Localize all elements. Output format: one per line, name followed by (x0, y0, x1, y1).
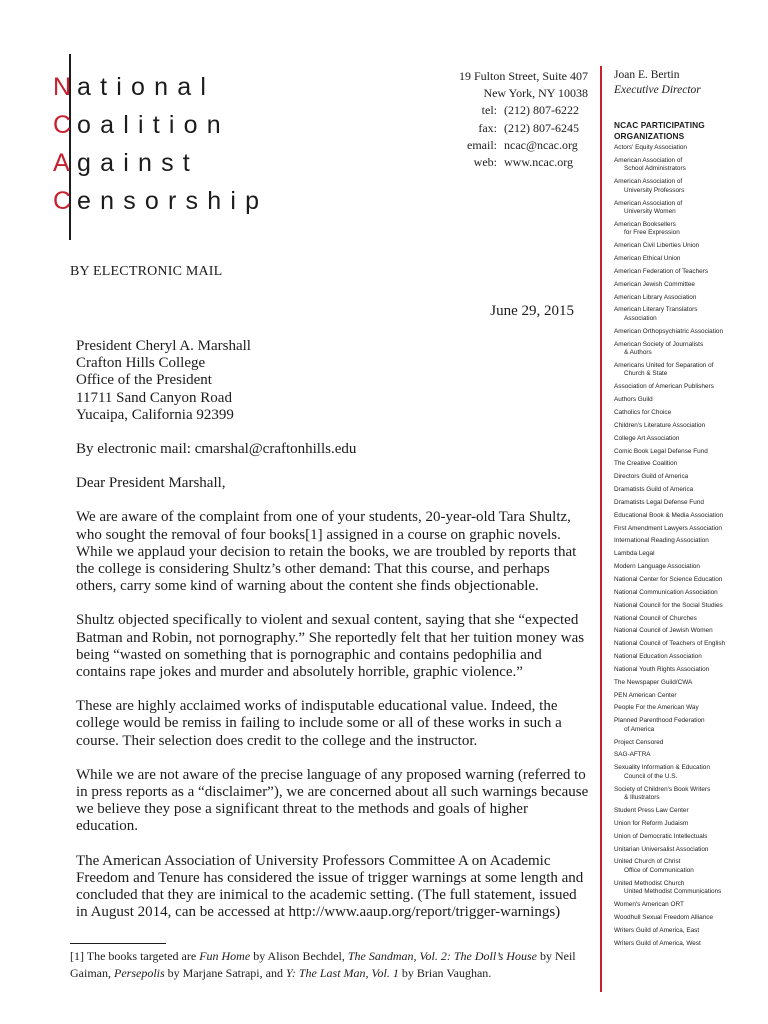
footnote-text: by Alison Bechdel, (250, 949, 348, 963)
org-item (614, 640, 764, 649)
org-item (614, 268, 764, 277)
org-name: American Jewish Committee (614, 280, 695, 288)
org-name: National Center for Science Education (614, 575, 723, 583)
org-name: American Association of (614, 178, 683, 186)
org-name: Children's Literature Association (614, 421, 706, 429)
contact-email (420, 137, 588, 154)
org-name: Women's American ORT (614, 901, 684, 909)
org-item (614, 940, 764, 949)
org-item (614, 362, 764, 379)
footnote (70, 948, 590, 981)
sidebar-divider (600, 66, 602, 992)
paragraph-2 (76, 612, 596, 681)
logo-letter: C (53, 111, 72, 139)
org-name: Catholics for Choice (614, 409, 672, 416)
contact-tel (420, 102, 588, 119)
org-name: Planned Parenthood Federation (614, 717, 705, 725)
org-item (614, 255, 764, 264)
letter-date: June 29, 2015 (490, 303, 574, 319)
org-item (614, 422, 764, 431)
street-address: 19 Fulton Street, Suite 407 (459, 69, 588, 83)
org-item (614, 820, 764, 829)
org-item (614, 435, 764, 444)
paragraph-line: in press reports as a “disclaimer”), we are concerned about all such warnings because (76, 784, 589, 801)
org-item (614, 341, 764, 358)
org-name: American Ethical Union (614, 255, 681, 263)
org-item (614, 563, 764, 572)
org-item (614, 473, 764, 482)
org-name: Union of Democratic Intellectuals (614, 832, 708, 840)
footnote-text: [1] The books targeted are (70, 949, 200, 963)
paragraph-5 (76, 853, 596, 922)
paragraph-line: college would be remiss in failing to include some or all of these works in such a (76, 715, 562, 732)
org-item (614, 880, 764, 897)
org-item (614, 383, 764, 392)
org-name: The Newspaper Guild/CWA (614, 678, 693, 686)
footnote-line-1 (70, 948, 590, 965)
contact-label: email: (467, 137, 497, 152)
recipient-line: President Cheryl A. Marshall (76, 338, 251, 354)
paragraph-line: contains rape jokes and murder and absolutely horrible, graphic violence.” (76, 664, 523, 681)
org-name-continued: & Authors (624, 349, 652, 357)
org-name: The Creative Coalition (614, 460, 678, 468)
org-item (614, 704, 764, 713)
web-link[interactable]: www.ncac.org (504, 155, 573, 170)
footnote-text: by Brian Vaughan. (398, 965, 492, 980)
org-item (614, 653, 764, 662)
org-item (614, 901, 764, 910)
org-item (614, 409, 764, 418)
paragraph-1 (76, 509, 596, 595)
org-name: Educational Book & Media Association (614, 511, 724, 519)
contact-value: (212) 807-6245 (504, 120, 579, 135)
letter-body (76, 338, 596, 921)
org-name: National Council of Jewish Women (614, 627, 713, 635)
org-name: Student Press Law Center (614, 806, 689, 814)
org-item (614, 178, 764, 195)
paragraph-3 (76, 698, 596, 750)
orgs-heading-line: NCAC PARTICIPATING (614, 120, 705, 130)
org-item (614, 666, 764, 675)
paragraph-line: We are aware of the complaint from one of your students, 20-year-old Tara Shultz, (76, 509, 571, 526)
contact-block (420, 68, 588, 171)
org-name-continued: Council of the U.S. (624, 772, 678, 780)
executive-title: Executive Director (614, 84, 701, 96)
org-item (614, 525, 764, 534)
org-item (614, 846, 764, 855)
org-item (614, 627, 764, 636)
paragraph-line: in August 2014, can be accessed at http://www.aaup.org/report/trigger-warnings) (76, 904, 561, 921)
logo-letter: C (53, 187, 72, 215)
salutation: Dear President Marshall, (76, 475, 226, 492)
org-item (614, 717, 764, 734)
org-name: National Council of Teachers of English (614, 640, 726, 648)
org-name: United Methodist Church (614, 879, 685, 887)
org-item (614, 858, 764, 875)
paragraph-line: Shultz objected specifically to violent and sexual content, saying that she “expected (76, 612, 579, 629)
org-item (614, 281, 764, 290)
logo-line-censorship (53, 186, 268, 216)
org-name: American Civil Liberties Union (614, 242, 700, 250)
contact-label: tel: (481, 103, 497, 118)
org-item (614, 589, 764, 598)
org-item (614, 486, 764, 495)
recipient-line: Crafton Hills College (76, 355, 206, 372)
book-title: Fun Home (199, 949, 251, 963)
email-link[interactable]: ncac@ncac.org (504, 137, 578, 152)
org-name: Authors Guild (614, 396, 653, 404)
contact-label: fax: (478, 120, 497, 135)
org-name: Americans United for Separation of (614, 361, 714, 369)
book-title: The Sandman, Vol. 2: The Doll’s House (347, 949, 537, 963)
org-name: National Education Association (614, 653, 702, 661)
org-item (614, 679, 764, 688)
paragraph-line: Batman and Robin, not pornography.” She reportedly felt that her tuition money was (76, 629, 585, 646)
logo-word: ational (77, 73, 216, 101)
email-line: By electronic mail: cmarshal@craftonhills.edu (76, 441, 357, 458)
org-item (614, 396, 764, 405)
org-name: Actors' Equity Association (614, 144, 687, 151)
org-name: Woodhull Sexual Freedom Alliance (614, 913, 713, 921)
city-address: New York, NY 10038 (483, 86, 588, 101)
paragraph-line: who sought the removal of four books[1] assigned in a course on graphic novels. (76, 526, 561, 543)
org-name-continued: Association (624, 314, 657, 322)
logo-word: ensorship (77, 187, 269, 215)
org-name: American Society of Journalists (614, 340, 704, 348)
org-name: American Literary Translators (614, 306, 698, 314)
org-item (614, 751, 764, 760)
org-item (614, 460, 764, 469)
org-name: Writers Guild of America, West (614, 939, 701, 947)
org-name: People For the American Way (614, 704, 699, 712)
org-item (614, 615, 764, 624)
contact-value: (212) 807-6222 (504, 103, 579, 118)
contact-label: web: (473, 155, 497, 170)
paragraph-line: being “wasted on something that is pornographic and contains pedophilia and (76, 646, 542, 663)
org-name: Unitarian Universalist Association (614, 845, 709, 853)
paragraph-line: education. (76, 818, 139, 835)
book-title: Persepolis (114, 965, 165, 980)
footnote-text: by Neil (536, 949, 576, 963)
org-name: Directors Guild of America (614, 473, 689, 481)
org-item (614, 602, 764, 611)
org-name: Dramatists Guild of America (614, 486, 694, 494)
logo-word: oalition (77, 111, 230, 139)
org-item (614, 499, 764, 508)
org-name: Modern Language Association (614, 563, 700, 571)
paragraph-4 (76, 767, 596, 836)
org-item (614, 328, 764, 337)
org-name: American Library Association (614, 293, 697, 301)
paragraph-line: While we applaud your decision to retain the books, we are troubled by reports that (76, 543, 577, 560)
org-name-continued: University Women (624, 208, 676, 216)
org-name: Sexuality Information & Education (614, 764, 710, 772)
org-name: PEN American Center (614, 691, 677, 699)
org-name: SAG-AFTRA (614, 751, 651, 759)
paragraph-line: Freedom and Tenure has considered the issue of trigger warnings at some length and (76, 869, 584, 886)
org-name: Association of American Publishers (614, 383, 714, 391)
org-item (614, 833, 764, 842)
org-name: National Communication Association (614, 588, 718, 596)
org-name-continued: Church & State (624, 370, 668, 378)
org-name: American Orthopsychiatric Association (614, 327, 724, 335)
org-name: Writers Guild of America, East (614, 926, 700, 934)
org-name-continued: for Free Expression (624, 229, 680, 237)
logo-letter: N (53, 73, 72, 101)
org-name: First Amendment Lawyers Association (614, 524, 722, 532)
org-item (614, 448, 764, 457)
orgs-heading (614, 120, 764, 142)
org-name: Comic Book Legal Defense Fund (614, 447, 708, 455)
org-name: National Council for the Social Studies (614, 601, 723, 609)
org-name: United Church of Christ (614, 858, 681, 866)
executive-name: Joan E. Bertin (614, 69, 680, 81)
delivery-method: BY ELECTRONIC MAIL (70, 264, 223, 279)
footnote-rule (70, 943, 166, 944)
logo-letter: A (53, 149, 70, 177)
org-item (614, 157, 764, 174)
org-item (614, 550, 764, 559)
footnote-text: Gaiman, (70, 965, 114, 980)
org-name-continued: of America (624, 725, 655, 733)
org-item (614, 294, 764, 303)
book-title: Y: The Last Man, Vol. 1 (285, 965, 399, 980)
org-name-continued: School Administrators (624, 165, 686, 173)
org-name-continued: University Professors (624, 186, 685, 194)
org-name-continued: & Illustrators (624, 794, 660, 802)
org-name: Lambda Legal (614, 550, 655, 558)
recipient-line: 11711 Sand Canyon Road (76, 389, 232, 406)
org-item (614, 786, 764, 803)
org-name: American Association of (614, 199, 683, 207)
org-item (614, 537, 764, 546)
org-name: College Art Association (614, 434, 680, 442)
recipient-line: Office of the President (76, 372, 212, 389)
org-item (614, 739, 764, 748)
org-name: American Federation of Teachers (614, 267, 709, 275)
org-item (614, 914, 764, 923)
paragraph-line: the college is considering Shultz’s other demand: That this course, and perhaps (76, 561, 550, 578)
footnote-line-2 (70, 965, 590, 982)
logo-line-coalition (53, 110, 230, 140)
org-item (614, 242, 764, 251)
logo-line-national (53, 72, 215, 102)
paragraph-line: The American Association of University Professors Committee A on Academic (76, 852, 551, 869)
org-name: National Council of Churches (614, 614, 697, 622)
org-item (614, 927, 764, 936)
org-item (614, 692, 764, 701)
org-name-continued: Office of Communication (624, 866, 694, 874)
org-item (614, 221, 764, 238)
org-list (614, 144, 764, 948)
org-name: National Youth Rights Association (614, 665, 710, 673)
org-item (614, 200, 764, 217)
org-name-continued: United Methodist Communications (624, 888, 722, 896)
contact-web (420, 154, 588, 171)
footnote-text: by Marjane Satrapi, and (164, 965, 286, 980)
sidebar (614, 68, 764, 952)
contact-fax (420, 120, 588, 137)
org-name: American Booksellers (614, 220, 676, 228)
paragraph-line: While we are not aware of the precise language of any proposed warning (referred to (76, 766, 586, 783)
org-item (614, 144, 764, 153)
paragraph-line: course. Their selection does credit to the college and the instructor. (76, 732, 478, 749)
org-name: Society of Children's Book Writers (614, 785, 711, 793)
org-item (614, 576, 764, 585)
org-name: Dramatists Legal Defense Fund (614, 498, 704, 506)
logo-word: gainst (77, 149, 199, 177)
org-name: Project Censored (614, 738, 664, 746)
orgs-heading-line: ORGANIZATIONS (614, 131, 685, 141)
org-item (614, 764, 764, 781)
org-item (614, 306, 764, 323)
recipient-line: Yucaipa, California 92399 (76, 406, 234, 423)
org-name: Union for Reform Judaism (614, 819, 689, 827)
paragraph-line: we believe they pose a significant threat to the methods and goals of higher (76, 801, 528, 818)
paragraph-line: concluded that they are inimical to the academic setting. (The full statement, issued (76, 887, 577, 904)
org-item (614, 807, 764, 816)
paragraph-line: others, carry some kind of warning about the content she finds objectionable. (76, 578, 539, 595)
org-item (614, 512, 764, 521)
paragraph-line: These are highly acclaimed works of indisputable educational value. Indeed, the (76, 698, 558, 715)
org-name: American Association of (614, 156, 683, 164)
recipient-block (76, 338, 596, 424)
org-name: International Reading Association (614, 537, 709, 545)
logo-line-against (53, 148, 199, 178)
